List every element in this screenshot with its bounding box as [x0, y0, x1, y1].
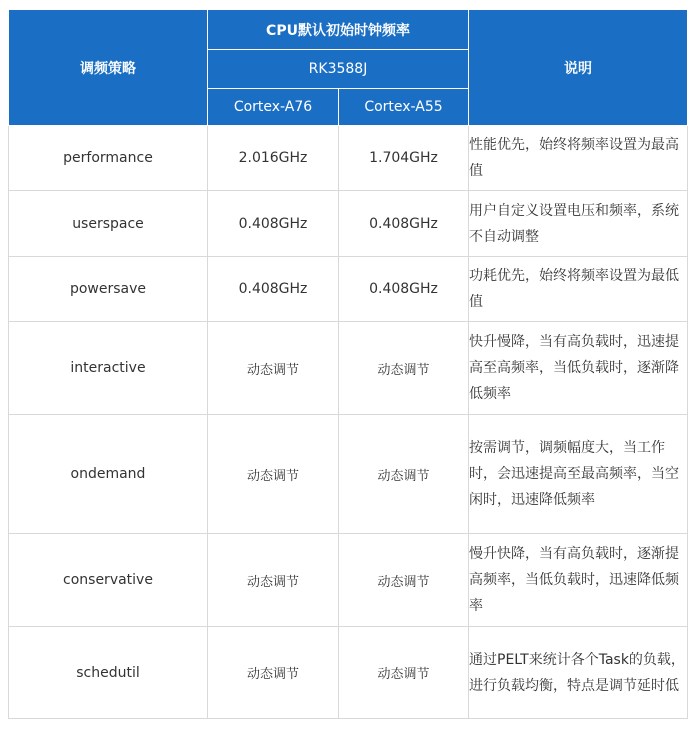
table-header [9, 10, 688, 126]
strategy-cell: userspace [9, 191, 208, 257]
header-row-1 [9, 10, 688, 50]
table-row [9, 191, 688, 257]
table-row [9, 534, 688, 627]
desc-cell: 通过PELT来统计各个Task的负载，进行负载均衡，特点是调节延时低 [469, 627, 688, 719]
a55-freq-cell: 动态调节 [339, 534, 469, 627]
a76-freq-cell: 0.408GHz [208, 257, 339, 322]
a55-freq-cell: 0.408GHz [339, 191, 469, 257]
table-row [9, 415, 688, 534]
strategy-cell: schedutil [9, 627, 208, 719]
strategy-cell: performance [9, 126, 208, 191]
a55-freq-cell: 1.704GHz [339, 126, 469, 191]
strategy-header: 调频策略 [9, 10, 208, 126]
core-a55-header: Cortex-A55 [339, 89, 469, 126]
core-a76-header: Cortex-A76 [208, 89, 339, 126]
desc-cell: 性能优先，始终将频率设置为最高值 [469, 126, 688, 191]
a76-freq-cell: 2.016GHz [208, 126, 339, 191]
table-row [9, 126, 688, 191]
strategy-cell: ondemand [9, 415, 208, 534]
a76-freq-cell: 动态调节 [208, 534, 339, 627]
table-row [9, 322, 688, 415]
desc-cell: 慢升快降，当有高负载时，逐渐提高频率，当低负载时，迅速降低频率 [469, 534, 688, 627]
a55-freq-cell: 0.408GHz [339, 257, 469, 322]
desc-cell: 按需调节，调频幅度大，当工作时，会迅速提高至最高频率，当空闲时，迅速降低频率 [469, 415, 688, 534]
a76-freq-cell: 动态调节 [208, 415, 339, 534]
table-row [9, 257, 688, 322]
cpu-freq-header: CPU默认初始时钟频率 [208, 10, 469, 50]
strategy-cell: interactive [9, 322, 208, 415]
a55-freq-cell: 动态调节 [339, 322, 469, 415]
a76-freq-cell: 动态调节 [208, 627, 339, 719]
desc-cell: 功耗优先，始终将频率设置为最低值 [469, 257, 688, 322]
table-row [9, 627, 688, 719]
strategy-cell: conservative [9, 534, 208, 627]
chip-header: RK3588J [208, 50, 469, 89]
desc-cell: 用户自定义设置电压和频率，系统不自动调整 [469, 191, 688, 257]
table-body [9, 126, 688, 719]
a76-freq-cell: 动态调节 [208, 322, 339, 415]
strategy-cell: powersave [9, 257, 208, 322]
desc-cell: 快升慢降，当有高负载时，迅速提高至高频率，当低负载时，逐渐降低频率 [469, 322, 688, 415]
desc-header: 说明 [469, 10, 688, 126]
cpu-governor-table [8, 9, 688, 719]
a76-freq-cell: 0.408GHz [208, 191, 339, 257]
a55-freq-cell: 动态调节 [339, 627, 469, 719]
a55-freq-cell: 动态调节 [339, 415, 469, 534]
